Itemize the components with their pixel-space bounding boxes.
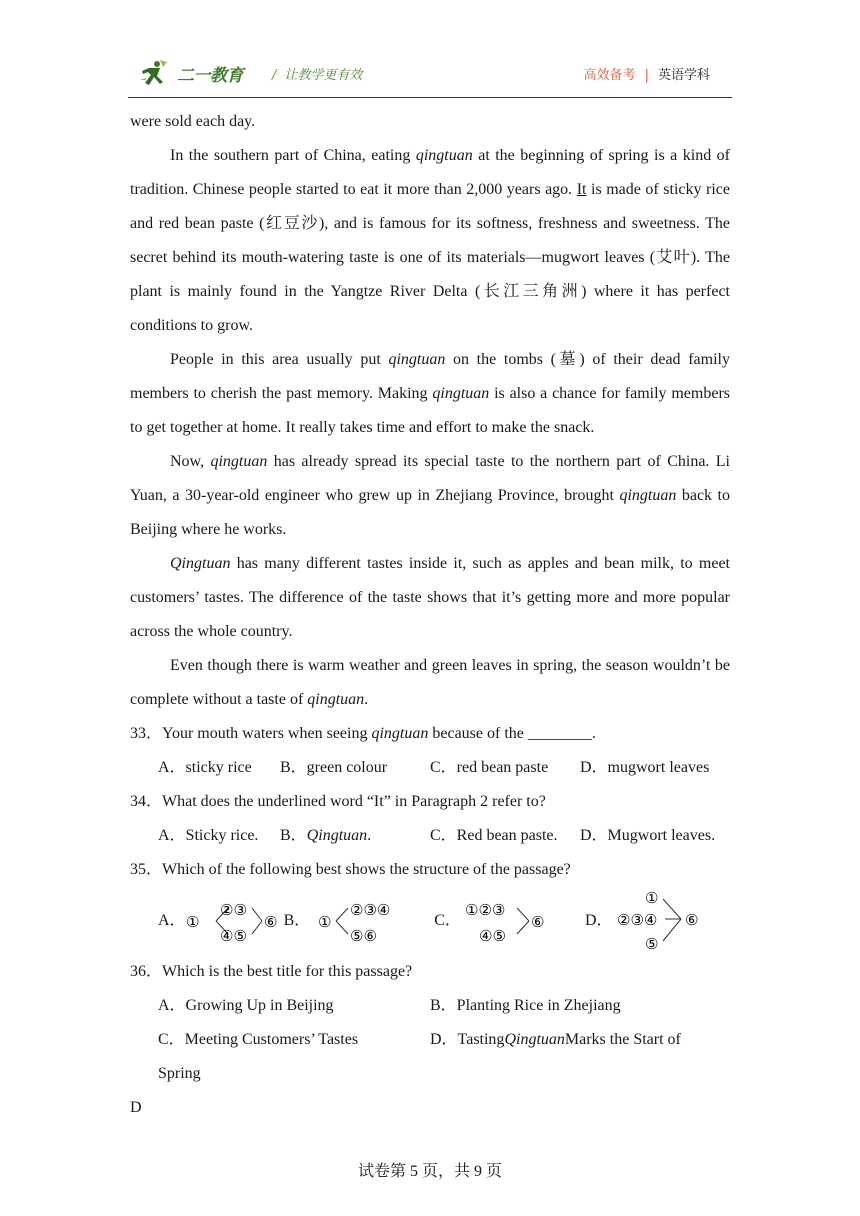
question-33: 33．Your mouth waters when seeing qingtuan because of the ________. <box>130 725 596 742</box>
page-header <box>130 56 732 98</box>
q36-option-b[interactable]: B．Planting Rice in Zhejiang <box>430 997 621 1014</box>
diagram-node: ②③④ <box>616 911 657 929</box>
diagram-node: ① <box>185 913 200 931</box>
diagram-node: ⑤ <box>644 935 658 953</box>
q34-option-a[interactable]: A．Sticky rice. <box>158 827 259 844</box>
logo-text: 二一教育 <box>177 65 243 86</box>
diagram-node: ①②③ <box>464 901 506 919</box>
q36-option-c[interactable]: C．Meeting Customers’ Tastes <box>158 1031 359 1048</box>
paragraph-5: Qingtuan has many different tastes inside it, such as apples and bean milk, to meet customers’ tastes. The difference of the taste shows that it’s getting more and more popular across the whole country. <box>130 555 730 640</box>
section-letter: D <box>130 1099 142 1116</box>
q34-option-c[interactable]: C．Red bean paste. <box>430 827 558 844</box>
exam-label: 高效备考 <box>583 68 636 83</box>
header-divider <box>128 97 732 98</box>
q35-diagram-c[interactable] <box>461 893 571 949</box>
logo <box>140 58 243 88</box>
q36-option-d-wrap <box>130 1057 730 1091</box>
q35-diagram-b[interactable] <box>310 893 420 949</box>
subject-label: 英语学科 <box>657 68 710 83</box>
slash-divider: / <box>272 68 277 83</box>
q35-option-d-label[interactable]: D． <box>584 912 613 929</box>
q33-options <box>130 751 730 785</box>
question-36: 36．Which is the best title for this passage? <box>130 963 413 980</box>
diagram-node: ②③④ <box>350 901 391 919</box>
q33-option-d[interactable]: D．mugwort leaves <box>580 759 710 776</box>
diagram-node: ④⑤ <box>478 927 506 945</box>
q36-option-d[interactable]: D．TastingQingtuanMarks the Start of <box>430 1031 681 1048</box>
q33-option-c[interactable]: C．red bean paste <box>430 759 549 776</box>
question-35: 35．Which of the following best shows the structure of the passage? <box>130 861 571 878</box>
page-footer: 试卷第 5 页，共 9 页 <box>357 1163 502 1180</box>
q35-options <box>130 887 730 955</box>
q36-options-row1 <box>130 989 730 1023</box>
question-34: 34．What does the underlined word “It” in Paragraph 2 refer to? <box>130 793 546 810</box>
paragraph-4: Now, qingtuan has already spread its special taste to the northern part of China. Li Yuan, a 30-year-old engineer who grew up in Zhejiang Province, brought qingtuan back to Beijing where he works. <box>130 453 731 538</box>
diagram-node: ⑤⑥ <box>350 927 378 945</box>
runner-logo-icon <box>140 58 174 88</box>
separator: | <box>644 68 649 83</box>
q35-option-c-label[interactable]: C． <box>434 912 461 929</box>
document-body <box>130 105 730 1125</box>
paragraph-2: In the southern part of China, eating qingtuan at the beginning of spring is a kind of tradition. Chinese people started to eat it more than 2,000 years ago. It is made of sticky rice and red bean paste (红豆沙), and is famous for its softness, freshness and sweetness. The secret behind its mouth-watering taste is one of its materials—mugwort leaves (艾叶). The plant is mainly found in the Yangtze River Delta (长江三角洲) where it has perfect conditions to grow. <box>130 147 731 334</box>
underlined-word: It <box>576 181 587 198</box>
header-right <box>584 64 710 83</box>
q34-option-d[interactable]: D．Mugwort leaves. <box>580 827 716 844</box>
diagram-node: ⑥ <box>530 913 545 931</box>
q35-diagram-d[interactable] <box>613 889 723 953</box>
q36-option-a[interactable]: A．Growing Up in Beijing <box>158 997 334 1014</box>
q36-option-d-continued[interactable]: Spring <box>158 1065 201 1082</box>
paragraph-continued: were sold each day. <box>130 113 256 130</box>
diagram-node: ⑥ <box>263 913 278 931</box>
q33-option-b[interactable]: B．green colour <box>280 759 388 776</box>
q33-option-a[interactable]: A．sticky rice <box>158 759 252 776</box>
paragraph-3: People in this area usually put qingtuan on the tombs (墓) of their dead family members to cherish the past memory. Making qingtuan is also a chance for family members to get together at home. It really takes time and effort to make the snack. <box>130 351 730 436</box>
q34-option-b[interactable]: B．Qingtuan. <box>280 827 372 844</box>
slogan-text: 让教学更有效 <box>284 68 363 83</box>
diagram-node: ⑥ <box>684 911 698 929</box>
slogan <box>272 64 362 83</box>
q35-diagram-a[interactable] <box>186 893 284 949</box>
q35-option-a-label[interactable]: A． <box>158 912 186 929</box>
q35-option-b-label[interactable]: B． <box>283 912 311 929</box>
diagram-node: ① <box>318 913 332 931</box>
diagram-node: ②③ <box>219 901 247 919</box>
q36-options-row2 <box>130 1023 730 1057</box>
diagram-node: ④⑤ <box>219 927 247 945</box>
paragraph-6: Even though there is warm weather and green leaves in spring, the season wouldn’t be complete without a taste of qingtuan. <box>130 657 730 708</box>
diagram-node: ① <box>644 889 658 907</box>
q34-options <box>130 819 730 853</box>
